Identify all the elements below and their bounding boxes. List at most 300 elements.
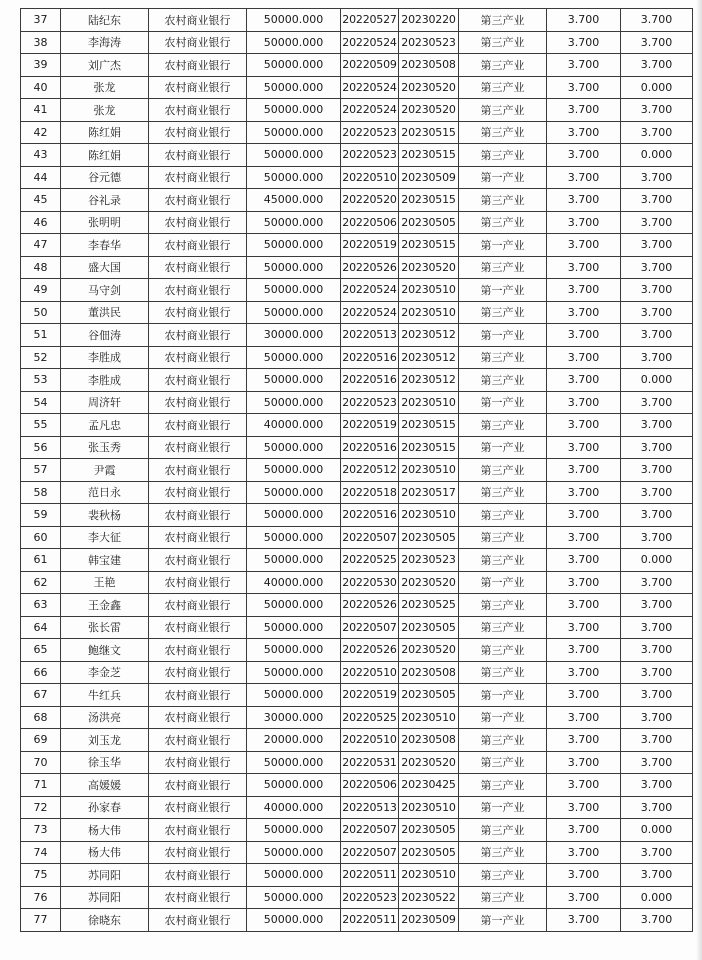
loan-end-date: 20230510	[399, 796, 459, 819]
lending-bank: 农村商业银行	[149, 706, 247, 729]
lending-bank: 农村商业银行	[149, 99, 247, 122]
borrower-name: 苏同阳	[61, 864, 149, 887]
loan-amount: 50000.000	[247, 54, 341, 77]
interest-rate: 3.700	[547, 594, 621, 617]
loan-amount: 50000.000	[247, 909, 341, 932]
lending-bank: 农村商业银行	[149, 909, 247, 932]
loan-amount: 50000.000	[247, 166, 341, 189]
loan-start-date: 20220520	[341, 189, 399, 212]
loan-amount: 50000.000	[247, 841, 341, 864]
industry-type: 第三产业	[459, 481, 547, 504]
row-index: 57	[21, 459, 61, 482]
interest-rate: 3.700	[547, 31, 621, 54]
lending-bank: 农村商业银行	[149, 121, 247, 144]
industry-type: 第三产业	[459, 99, 547, 122]
loan-start-date: 20220507	[341, 616, 399, 639]
loan-amount: 50000.000	[247, 459, 341, 482]
subsidy-rate: 3.700	[621, 909, 693, 932]
subsidy-rate: 0.000	[621, 369, 693, 392]
table-row	[21, 76, 693, 99]
row-index: 71	[21, 774, 61, 797]
interest-rate: 3.700	[547, 211, 621, 234]
row-index: 58	[21, 481, 61, 504]
subsidy-rate: 3.700	[621, 121, 693, 144]
loan-end-date: 20230509	[399, 909, 459, 932]
table-row	[21, 571, 693, 594]
subsidy-rate: 3.700	[621, 841, 693, 864]
subsidy-rate: 3.700	[621, 774, 693, 797]
loan-end-date: 20230520	[399, 99, 459, 122]
row-index: 65	[21, 639, 61, 662]
loan-start-date: 20220523	[341, 391, 399, 414]
lending-bank: 农村商业银行	[149, 31, 247, 54]
loan-end-date: 20230523	[399, 31, 459, 54]
loan-end-date: 20230510	[399, 504, 459, 527]
lending-bank: 农村商业银行	[149, 594, 247, 617]
row-index: 77	[21, 909, 61, 932]
table-row	[21, 346, 693, 369]
interest-rate: 3.700	[547, 796, 621, 819]
borrower-name: 谷佃涛	[61, 324, 149, 347]
loan-start-date: 20220509	[341, 54, 399, 77]
loan-start-date: 20220524	[341, 31, 399, 54]
industry-type: 第三产业	[459, 76, 547, 99]
row-index: 53	[21, 369, 61, 392]
interest-rate: 3.700	[547, 616, 621, 639]
row-index: 46	[21, 211, 61, 234]
table-row	[21, 414, 693, 437]
lending-bank: 农村商业银行	[149, 819, 247, 842]
row-index: 60	[21, 526, 61, 549]
subsidy-rate: 3.700	[621, 414, 693, 437]
subsidy-rate: 3.700	[621, 616, 693, 639]
row-index: 56	[21, 436, 61, 459]
industry-type: 第三产业	[459, 594, 547, 617]
loan-end-date: 20230505	[399, 819, 459, 842]
loan-start-date: 20220511	[341, 909, 399, 932]
table-row	[21, 166, 693, 189]
industry-type: 第三产业	[459, 301, 547, 324]
industry-type: 第一产业	[459, 909, 547, 932]
lending-bank: 农村商业银行	[149, 211, 247, 234]
loan-amount: 50000.000	[247, 99, 341, 122]
lending-bank: 农村商业银行	[149, 751, 247, 774]
table-row	[21, 774, 693, 797]
borrower-name: 陆纪东	[61, 9, 149, 32]
loan-amount: 50000.000	[247, 886, 341, 909]
loan-start-date: 20220519	[341, 234, 399, 257]
table-row	[21, 369, 693, 392]
interest-rate: 3.700	[547, 661, 621, 684]
loan-end-date: 20230512	[399, 369, 459, 392]
industry-type: 第三产业	[459, 189, 547, 212]
borrower-name: 李胜成	[61, 346, 149, 369]
borrower-name: 韩宝建	[61, 549, 149, 572]
interest-rate: 3.700	[547, 459, 621, 482]
borrower-name: 徐玉华	[61, 751, 149, 774]
lending-bank: 农村商业银行	[149, 661, 247, 684]
interest-rate: 3.700	[547, 99, 621, 122]
table-row	[21, 301, 693, 324]
loan-end-date: 20230505	[399, 211, 459, 234]
loan-start-date: 20220526	[341, 639, 399, 662]
table-row	[21, 279, 693, 302]
interest-rate: 3.700	[547, 369, 621, 392]
loan-end-date: 20230512	[399, 346, 459, 369]
interest-rate: 3.700	[547, 706, 621, 729]
borrower-name: 高媛媛	[61, 774, 149, 797]
borrower-name: 李海涛	[61, 31, 149, 54]
borrower-name: 陈红娟	[61, 121, 149, 144]
loan-amount: 50000.000	[247, 751, 341, 774]
loan-amount: 50000.000	[247, 346, 341, 369]
row-index: 39	[21, 54, 61, 77]
interest-rate: 3.700	[547, 729, 621, 752]
loan-start-date: 20220518	[341, 481, 399, 504]
interest-rate: 3.700	[547, 391, 621, 414]
borrower-name: 谷元德	[61, 166, 149, 189]
loan-amount: 50000.000	[247, 684, 341, 707]
lending-bank: 农村商业银行	[149, 549, 247, 572]
loan-start-date: 20220510	[341, 661, 399, 684]
loan-amount: 40000.000	[247, 571, 341, 594]
interest-rate: 3.700	[547, 526, 621, 549]
table-row	[21, 684, 693, 707]
borrower-name: 杨大伟	[61, 819, 149, 842]
industry-type: 第三产业	[459, 639, 547, 662]
lending-bank: 农村商业银行	[149, 684, 247, 707]
loan-amount: 50000.000	[247, 31, 341, 54]
lending-bank: 农村商业银行	[149, 234, 247, 257]
industry-type: 第三产业	[459, 841, 547, 864]
subsidy-rate: 3.700	[621, 324, 693, 347]
subsidy-rate: 3.700	[621, 684, 693, 707]
subsidy-rate: 3.700	[621, 279, 693, 302]
industry-type: 第一产业	[459, 324, 547, 347]
table-row	[21, 639, 693, 662]
borrower-name: 张龙	[61, 99, 149, 122]
loan-subsidy-table	[20, 8, 693, 932]
subsidy-rate: 3.700	[621, 301, 693, 324]
row-index: 61	[21, 549, 61, 572]
loan-end-date: 20230515	[399, 121, 459, 144]
loan-end-date: 20230520	[399, 571, 459, 594]
interest-rate: 3.700	[547, 414, 621, 437]
industry-type: 第一产业	[459, 234, 547, 257]
loan-amount: 50000.000	[247, 369, 341, 392]
subsidy-rate: 3.700	[621, 594, 693, 617]
lending-bank: 农村商业银行	[149, 414, 247, 437]
loan-end-date: 20230508	[399, 729, 459, 752]
table-row	[21, 909, 693, 932]
borrower-name: 李胜成	[61, 369, 149, 392]
loan-end-date: 20230505	[399, 841, 459, 864]
loan-amount: 50000.000	[247, 279, 341, 302]
table-row	[21, 504, 693, 527]
borrower-name: 杨大伟	[61, 841, 149, 864]
loan-amount: 50000.000	[247, 639, 341, 662]
loan-end-date: 20230515	[399, 189, 459, 212]
industry-type: 第一产业	[459, 796, 547, 819]
loan-amount: 30000.000	[247, 706, 341, 729]
borrower-name: 徐晓东	[61, 909, 149, 932]
row-index: 47	[21, 234, 61, 257]
lending-bank: 农村商业银行	[149, 571, 247, 594]
loan-start-date: 20220523	[341, 121, 399, 144]
borrower-name: 谷礼录	[61, 189, 149, 212]
lending-bank: 农村商业银行	[149, 616, 247, 639]
loan-amount: 50000.000	[247, 211, 341, 234]
loan-amount: 50000.000	[247, 594, 341, 617]
borrower-name: 张玉秀	[61, 436, 149, 459]
lending-bank: 农村商业银行	[149, 774, 247, 797]
interest-rate: 3.700	[547, 549, 621, 572]
loan-start-date: 20220519	[341, 414, 399, 437]
interest-rate: 3.700	[547, 819, 621, 842]
loan-start-date: 20220512	[341, 459, 399, 482]
loan-amount: 50000.000	[247, 121, 341, 144]
borrower-name: 王金鑫	[61, 594, 149, 617]
loan-end-date: 20230515	[399, 414, 459, 437]
loan-start-date: 20220507	[341, 841, 399, 864]
loan-amount: 50000.000	[247, 9, 341, 32]
table-row	[21, 864, 693, 887]
interest-rate: 3.700	[547, 9, 621, 32]
lending-bank: 农村商业银行	[149, 526, 247, 549]
lending-bank: 农村商业银行	[149, 391, 247, 414]
industry-type: 第三产业	[459, 729, 547, 752]
row-index: 66	[21, 661, 61, 684]
table-row	[21, 886, 693, 909]
table-body	[21, 9, 693, 932]
loan-end-date: 20230510	[399, 864, 459, 887]
lending-bank: 农村商业银行	[149, 256, 247, 279]
lending-bank: 农村商业银行	[149, 864, 247, 887]
loan-end-date: 20230505	[399, 526, 459, 549]
borrower-name: 裴秋杨	[61, 504, 149, 527]
lending-bank: 农村商业银行	[149, 76, 247, 99]
loan-amount: 50000.000	[247, 391, 341, 414]
subsidy-rate: 3.700	[621, 9, 693, 32]
loan-amount: 50000.000	[247, 234, 341, 257]
loan-amount: 50000.000	[247, 144, 341, 167]
industry-type: 第一产业	[459, 279, 547, 302]
subsidy-rate: 3.700	[621, 526, 693, 549]
lending-bank: 农村商业银行	[149, 279, 247, 302]
borrower-name: 范日永	[61, 481, 149, 504]
industry-type: 第三产业	[459, 369, 547, 392]
lending-bank: 农村商业银行	[149, 459, 247, 482]
lending-bank: 农村商业银行	[149, 639, 247, 662]
industry-type: 第一产业	[459, 684, 547, 707]
industry-type: 第一产业	[459, 706, 547, 729]
loan-start-date: 20220523	[341, 144, 399, 167]
borrower-name: 盛大国	[61, 256, 149, 279]
subsidy-rate: 3.700	[621, 54, 693, 77]
loan-amount: 30000.000	[247, 324, 341, 347]
loan-end-date: 20230505	[399, 616, 459, 639]
loan-amount: 50000.000	[247, 616, 341, 639]
loan-amount: 50000.000	[247, 819, 341, 842]
interest-rate: 3.700	[547, 639, 621, 662]
table-row	[21, 729, 693, 752]
scan-edge-shadow	[696, 0, 702, 960]
industry-type: 第三产业	[459, 346, 547, 369]
loan-start-date: 20220511	[341, 864, 399, 887]
borrower-name: 董洪民	[61, 301, 149, 324]
table-row	[21, 256, 693, 279]
table-row	[21, 31, 693, 54]
table-row	[21, 9, 693, 32]
table-row	[21, 841, 693, 864]
loan-start-date: 20220523	[341, 886, 399, 909]
loan-end-date: 20230520	[399, 76, 459, 99]
interest-rate: 3.700	[547, 324, 621, 347]
interest-rate: 3.700	[547, 481, 621, 504]
industry-type: 第三产业	[459, 144, 547, 167]
row-index: 70	[21, 751, 61, 774]
subsidy-rate: 3.700	[621, 99, 693, 122]
row-index: 62	[21, 571, 61, 594]
interest-rate: 3.700	[547, 144, 621, 167]
loan-end-date: 20230522	[399, 886, 459, 909]
loan-amount: 50000.000	[247, 526, 341, 549]
row-index: 38	[21, 31, 61, 54]
industry-type: 第三产业	[459, 616, 547, 639]
loan-amount: 50000.000	[247, 76, 341, 99]
loan-start-date: 20220524	[341, 279, 399, 302]
loan-end-date: 20230505	[399, 684, 459, 707]
loan-end-date: 20230510	[399, 459, 459, 482]
loan-amount: 50000.000	[247, 256, 341, 279]
borrower-name: 张龙	[61, 76, 149, 99]
borrower-name: 陈红娟	[61, 144, 149, 167]
borrower-name: 孟凡忠	[61, 414, 149, 437]
subsidy-rate: 3.700	[621, 481, 693, 504]
loan-end-date: 20230510	[399, 301, 459, 324]
row-index: 72	[21, 796, 61, 819]
row-index: 44	[21, 166, 61, 189]
row-index: 49	[21, 279, 61, 302]
subsidy-rate: 3.700	[621, 571, 693, 594]
loan-start-date: 20220526	[341, 256, 399, 279]
loan-end-date: 20230515	[399, 234, 459, 257]
subsidy-rate: 3.700	[621, 346, 693, 369]
row-index: 63	[21, 594, 61, 617]
lending-bank: 农村商业银行	[149, 481, 247, 504]
industry-type: 第一产业	[459, 166, 547, 189]
borrower-name: 马守剑	[61, 279, 149, 302]
interest-rate: 3.700	[547, 436, 621, 459]
table-row	[21, 121, 693, 144]
table-row	[21, 526, 693, 549]
interest-rate: 3.700	[547, 774, 621, 797]
loan-start-date: 20220507	[341, 526, 399, 549]
row-index: 75	[21, 864, 61, 887]
table-row	[21, 189, 693, 212]
interest-rate: 3.700	[547, 864, 621, 887]
subsidy-rate: 3.700	[621, 256, 693, 279]
row-index: 74	[21, 841, 61, 864]
interest-rate: 3.700	[547, 189, 621, 212]
borrower-name: 李金芝	[61, 661, 149, 684]
industry-type: 第一产业	[459, 391, 547, 414]
subsidy-rate: 3.700	[621, 436, 693, 459]
loan-start-date: 20220519	[341, 684, 399, 707]
loan-start-date: 20220527	[341, 9, 399, 32]
industry-type: 第三产业	[459, 526, 547, 549]
table-row	[21, 144, 693, 167]
lending-bank: 农村商业银行	[149, 54, 247, 77]
industry-type: 第三产业	[459, 549, 547, 572]
loan-end-date: 20230520	[399, 256, 459, 279]
industry-type: 第三产业	[459, 774, 547, 797]
loan-start-date: 20220510	[341, 729, 399, 752]
lending-bank: 农村商业银行	[149, 436, 247, 459]
subsidy-rate: 0.000	[621, 886, 693, 909]
lending-bank: 农村商业银行	[149, 729, 247, 752]
loan-end-date: 20230520	[399, 639, 459, 662]
loan-start-date: 20220524	[341, 301, 399, 324]
row-index: 48	[21, 256, 61, 279]
industry-type: 第三产业	[459, 31, 547, 54]
industry-type: 第三产业	[459, 886, 547, 909]
lending-bank: 农村商业银行	[149, 9, 247, 32]
interest-rate: 3.700	[547, 166, 621, 189]
borrower-name: 牛红兵	[61, 684, 149, 707]
borrower-name: 张长雷	[61, 616, 149, 639]
loan-end-date: 20230523	[399, 549, 459, 572]
row-index: 37	[21, 9, 61, 32]
loan-start-date: 20220513	[341, 796, 399, 819]
loan-end-date: 20230510	[399, 391, 459, 414]
subsidy-rate: 3.700	[621, 166, 693, 189]
table-row	[21, 234, 693, 257]
loan-start-date: 20220516	[341, 346, 399, 369]
industry-type: 第三产业	[459, 256, 547, 279]
loan-start-date: 20220516	[341, 504, 399, 527]
subsidy-rate: 0.000	[621, 76, 693, 99]
subsidy-rate: 3.700	[621, 234, 693, 257]
row-index: 69	[21, 729, 61, 752]
industry-type: 第三产业	[459, 864, 547, 887]
loan-amount: 50000.000	[247, 481, 341, 504]
subsidy-rate: 3.700	[621, 504, 693, 527]
borrower-name: 李春华	[61, 234, 149, 257]
interest-rate: 3.700	[547, 886, 621, 909]
loan-amount: 40000.000	[247, 796, 341, 819]
interest-rate: 3.700	[547, 751, 621, 774]
interest-rate: 3.700	[547, 841, 621, 864]
lending-bank: 农村商业银行	[149, 166, 247, 189]
subsidy-rate: 3.700	[621, 211, 693, 234]
borrower-name: 孙家春	[61, 796, 149, 819]
borrower-name: 王艳	[61, 571, 149, 594]
table-row	[21, 594, 693, 617]
industry-type: 第三产业	[459, 54, 547, 77]
row-index: 68	[21, 706, 61, 729]
loan-end-date: 20230525	[399, 594, 459, 617]
row-index: 73	[21, 819, 61, 842]
interest-rate: 3.700	[547, 571, 621, 594]
loan-start-date: 20220524	[341, 76, 399, 99]
loan-end-date: 20230510	[399, 706, 459, 729]
borrower-name: 苏同阳	[61, 886, 149, 909]
subsidy-rate: 3.700	[621, 31, 693, 54]
loan-end-date: 20230508	[399, 54, 459, 77]
subsidy-rate: 3.700	[621, 661, 693, 684]
row-index: 64	[21, 616, 61, 639]
